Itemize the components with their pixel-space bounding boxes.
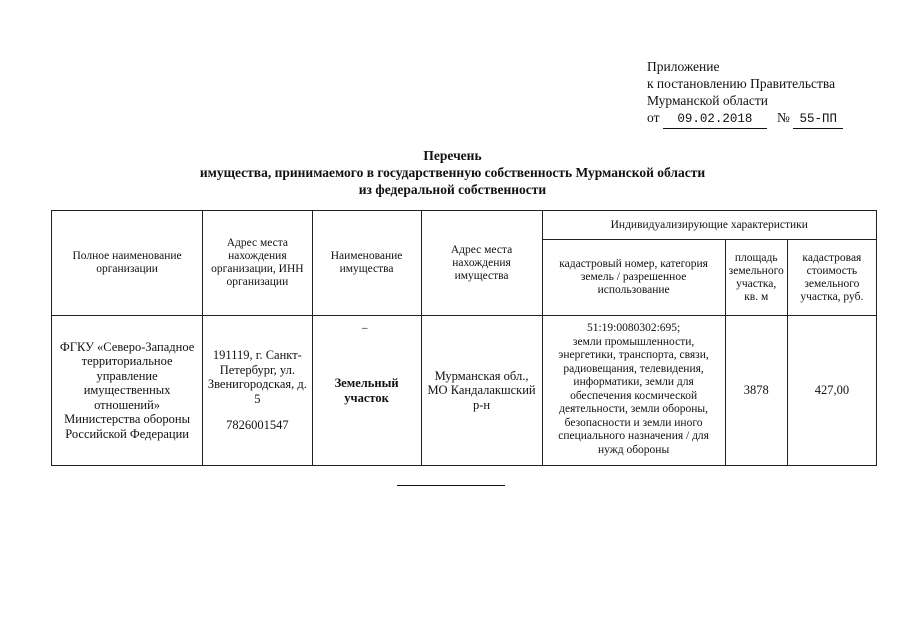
header-area: площадь земельного участка, кв. м: [725, 240, 787, 316]
scan-mark: –: [362, 322, 368, 334]
title-line-2: имущества, принимаемого в государственную собственность Мурманской области: [199, 165, 706, 180]
org-inn: 7826001547: [226, 418, 289, 433]
document-title: [0, 147, 905, 198]
title-line-1: Перечень: [423, 148, 482, 163]
appendix-line-3: Мурманской области: [647, 93, 768, 108]
cell-org-address: [203, 316, 312, 466]
cell-property-name: Земельный участок: [312, 316, 421, 466]
title-line-3: из федеральной собственности: [358, 182, 547, 197]
cell-property-address: Мурманская обл., МО Кандалакшский р-н: [421, 316, 542, 466]
appendix-line-1: Приложение: [647, 59, 720, 74]
footer-divider: [397, 485, 505, 486]
header-individual: Индивидуализирующие характеристики: [542, 211, 876, 240]
header-property-address: Адрес места нахождения имущества: [421, 211, 542, 316]
property-table: [51, 210, 877, 466]
table-row: [52, 316, 877, 466]
decree-date: 09.02.2018: [663, 111, 767, 129]
appendix-block: [647, 58, 843, 129]
number-prefix: №: [776, 110, 790, 125]
org-address-text: 191119, г. Санкт-Петербург, ул. Звенигородская, д. 5: [207, 348, 307, 406]
header-org-address: Адрес места нахождения организации, ИНН организации: [203, 211, 312, 316]
cell-value: 427,00: [787, 316, 876, 466]
cell-area: 3878: [725, 316, 787, 466]
cell-cadastral: [542, 316, 725, 466]
appendix-line-2: к постановлению Правительства: [647, 76, 836, 91]
header-value: кадастровая стоимость земельного участка, руб.: [787, 240, 876, 316]
header-org-name: Полное наименование организации: [52, 211, 203, 316]
land-category: земли промышленности, энергетики, транспорта, связи, радиовещания, телевидения, информатики, земли для обеспечения космической деятельности, земли обороны, безопасности и земли иного специального назначения / для нужд обороны: [558, 335, 709, 456]
header-property-name: Наименование имущества: [312, 211, 421, 316]
cell-org-name: ФГКУ «Северо-Западное территориальное управление имущественных отношений» Министерства обороны Российской Федерации: [52, 316, 203, 466]
header-cadastral: кадастровый номер, категория земель / разрешенное использование: [542, 240, 725, 316]
date-prefix: от: [647, 110, 660, 125]
appendix-date-line: [647, 109, 843, 129]
cadastral-number: 51:19:0080302:695;: [586, 322, 681, 334]
decree-number: 55-ПП: [793, 111, 843, 129]
